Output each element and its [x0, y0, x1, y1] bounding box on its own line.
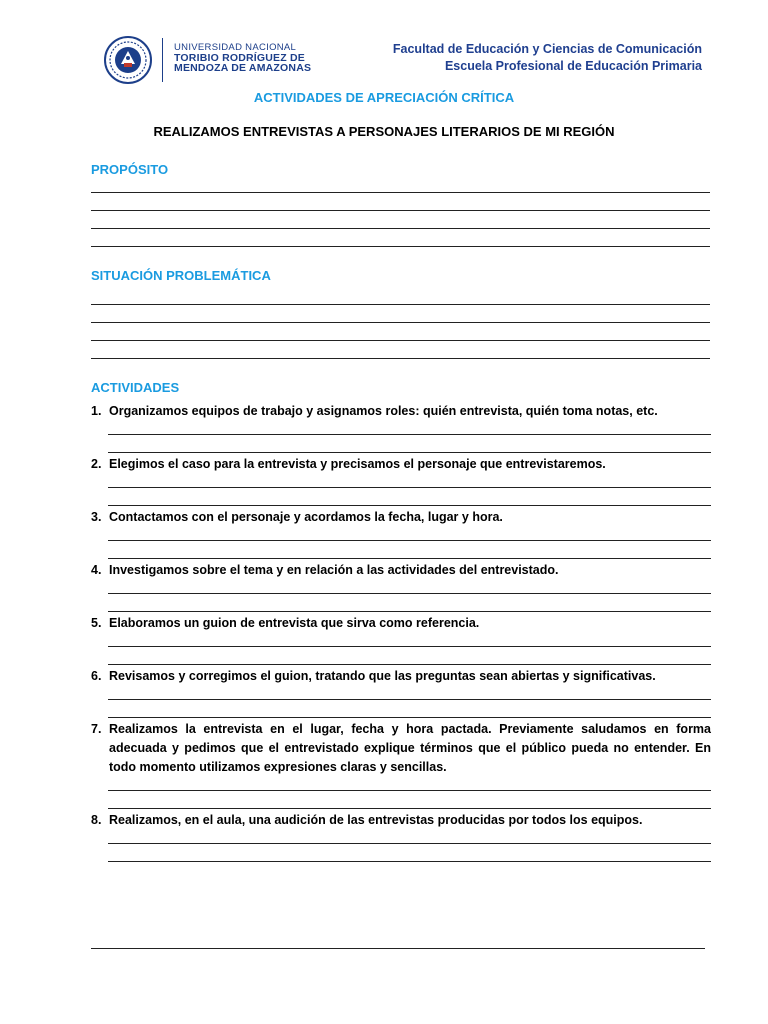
answer-line[interactable] — [91, 304, 710, 305]
activity-text: Revisamos y corregimos el guion, tratando que las preguntas sean abiertas y significativas. — [109, 669, 656, 683]
activity-item-6 — [91, 667, 711, 686]
section-heading-actividades: ACTIVIDADES — [91, 380, 180, 395]
activity-number: 5. — [91, 616, 102, 630]
section-heading-proposito: PROPÓSITO — [91, 162, 169, 177]
answer-line[interactable] — [108, 558, 711, 559]
answer-line[interactable] — [91, 210, 710, 211]
activity-item-3 — [91, 508, 711, 527]
faculty-name: Facultad de Educación y Ciencias de Comunicación — [392, 42, 702, 56]
answer-line[interactable] — [108, 717, 711, 718]
section-heading-situacion: SITUACIÓN PROBLEMÁTICA — [91, 268, 271, 283]
activity-item-4 — [91, 561, 711, 580]
faculty-header — [393, 41, 702, 75]
answer-line[interactable] — [108, 861, 711, 862]
answer-line[interactable] — [91, 192, 710, 193]
activity-number: 7. — [91, 722, 102, 736]
answer-line[interactable] — [108, 646, 711, 647]
activity-number: 3. — [91, 510, 102, 524]
activity-item-7 — [91, 720, 711, 777]
university-name-line2: TORIBIO RODRÍGUEZ DE — [174, 52, 305, 64]
answer-line[interactable] — [108, 434, 711, 435]
activity-item-2 — [91, 455, 711, 474]
answer-line[interactable] — [91, 322, 710, 323]
activity-text: Investigamos sobre el tema y en relación a las actividades del entrevistado. — [109, 563, 559, 577]
activity-text: Contactamos con el personaje y acordamos la fecha, lugar y hora. — [109, 510, 503, 524]
answer-line[interactable] — [108, 664, 711, 665]
answer-line[interactable] — [91, 358, 710, 359]
activity-text: Realizamos, en el aula, una audición de las entrevistas producidas por todos los equipos. — [109, 813, 643, 827]
university-logo — [104, 36, 324, 84]
activity-number: 1. — [91, 404, 102, 418]
activity-item-5 — [91, 614, 711, 633]
answer-line[interactable] — [108, 505, 711, 506]
activity-number: 6. — [91, 669, 102, 683]
answer-line[interactable] — [91, 228, 710, 229]
activity-text: Organizamos equipos de trabajo y asignamos roles: quién entrevista, quién toma notas, etc. — [109, 404, 658, 418]
university-name-line3: MENDOZA DE AMAZONAS — [174, 62, 312, 74]
answer-line[interactable] — [108, 540, 711, 541]
answer-line[interactable] — [91, 340, 710, 341]
university-name — [174, 43, 311, 73]
answer-line[interactable] — [108, 808, 711, 809]
activity-text: Realizamos la entrevista en el lugar, fecha y hora pactada. Previamente saludamos en forma adecuada y pedimos que el entrevistado explique términos que el público pueda no entender. En todo momento utilizamos expresiones claras y sencillas. — [109, 722, 711, 774]
answer-line[interactable] — [108, 593, 711, 594]
answer-line[interactable] — [108, 611, 711, 612]
logo-divider — [162, 38, 163, 82]
answer-line[interactable] — [108, 487, 711, 488]
answer-line[interactable] — [108, 843, 711, 844]
activity-item-8 — [91, 811, 711, 830]
activity-text: Elegimos el caso para la entrevista y precisamos el personaje que entrevistaremos. — [109, 457, 606, 471]
answer-line[interactable] — [91, 246, 710, 247]
activity-number: 8. — [91, 813, 102, 827]
university-seal-icon — [104, 36, 152, 84]
document-subtitle: REALIZAMOS ENTREVISTAS A PERSONAJES LITERARIOS DE MI REGIÓN — [153, 124, 615, 139]
answer-line[interactable] — [108, 790, 711, 791]
university-name-line1: UNIVERSIDAD NACIONAL — [174, 42, 297, 53]
activity-number: 4. — [91, 563, 102, 577]
activity-number: 2. — [91, 457, 102, 471]
document-title: ACTIVIDADES DE APRECIACIÓN CRÍTICA — [253, 90, 515, 105]
answer-line[interactable] — [108, 452, 711, 453]
school-name: Escuela Profesional de Educación Primaria — [444, 59, 702, 73]
activity-item-1 — [91, 402, 711, 421]
answer-line[interactable] — [108, 699, 711, 700]
activity-text: Elaboramos un guion de entrevista que sirva como referencia. — [109, 616, 480, 630]
footer-line — [91, 948, 705, 949]
